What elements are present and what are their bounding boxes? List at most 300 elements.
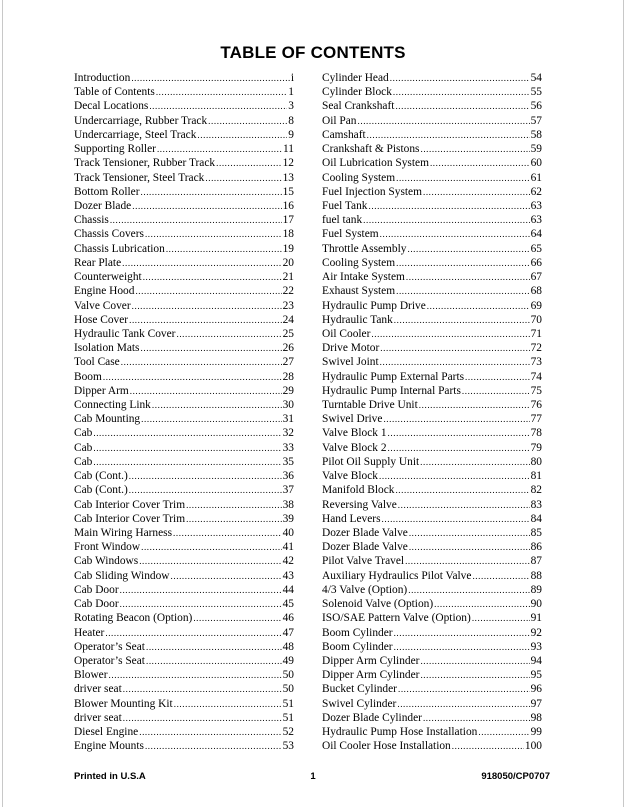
toc-entry[interactable]: [74, 284, 294, 298]
toc-entry-title: Pilot Oil Supply Unit: [322, 455, 420, 468]
toc-entry-page: 83: [530, 498, 542, 511]
toc-entry-title: Reversing Valve: [322, 498, 397, 511]
toc-entry-page: 62: [530, 185, 542, 198]
toc-leader-dots: [120, 597, 282, 611]
toc-entry-page: 49: [282, 654, 294, 667]
toc-entry[interactable]: [74, 469, 294, 483]
toc-entry[interactable]: [74, 668, 294, 682]
toc-entry-page: 43: [282, 569, 294, 582]
toc-entry[interactable]: [322, 554, 542, 568]
toc-entry-title: Cab Door: [74, 598, 119, 611]
toc-entry-page: 90: [530, 598, 542, 611]
toc-entry-title: Supporting Roller: [74, 143, 156, 156]
toc-entry-page: 81: [530, 470, 542, 483]
toc-entry-title: Oil Cooler: [322, 327, 371, 340]
toc-entry[interactable]: [74, 711, 294, 725]
toc-entry-title: Cab: [74, 441, 93, 454]
toc-entry[interactable]: [74, 611, 294, 625]
toc-entry-title: Boom Cylinder: [322, 640, 393, 653]
toc-entry[interactable]: [322, 512, 542, 526]
toc-leader-dots: [465, 370, 530, 384]
toc-entry-page: 95: [530, 669, 542, 682]
toc-entry[interactable]: [74, 725, 294, 739]
toc-entry-title: Cab Interior Cover Trim: [74, 512, 186, 525]
toc-leader-dots: [452, 739, 524, 753]
toc-leader-dots: [406, 270, 530, 284]
toc-entry-title: Blower: [74, 669, 108, 682]
toc-entry-page: 51: [282, 697, 294, 710]
toc-entry-title: Dozer Blade Valve: [322, 527, 408, 539]
toc-leader-dots: [420, 654, 529, 668]
toc-entry-page: 54: [530, 72, 542, 84]
toc-entry-page: 72: [530, 342, 542, 355]
toc-entry-page: 24: [282, 313, 294, 326]
toc-leader-dots: [393, 85, 530, 99]
toc-leader-dots: [197, 128, 287, 142]
toc-entry-title: Track Tensioner, Steel Track: [74, 171, 205, 184]
toc-entry-page: 78: [530, 427, 542, 440]
toc-entry-title: Cab Sliding Window: [74, 569, 170, 582]
toc-entry[interactable]: [74, 583, 294, 597]
toc-entry[interactable]: [74, 640, 294, 654]
toc-leader-dots: [173, 526, 282, 540]
toc-leader-dots: [93, 426, 281, 440]
toc-entry-title: Blower Mounting Kit: [74, 697, 173, 710]
toc-entry-page: 12: [282, 157, 294, 170]
toc-entry-page: 63: [530, 199, 542, 212]
toc-entry-page: 98: [530, 711, 542, 724]
toc-entry-title: Main Wiring Harness: [74, 527, 173, 539]
toc-entry[interactable]: [322, 711, 542, 725]
toc-entry[interactable]: [322, 99, 542, 113]
toc-entry[interactable]: [322, 227, 542, 241]
toc-entry[interactable]: [74, 171, 294, 185]
toc-leader-dots: [193, 611, 281, 625]
toc-entry[interactable]: [322, 71, 542, 85]
toc-entry-title: Track Tensioner, Rubber Track: [74, 157, 216, 170]
toc-entry[interactable]: [322, 242, 542, 256]
toc-entry-title: Undercarriage, Steel Track: [74, 128, 197, 141]
toc-entry[interactable]: [74, 142, 294, 156]
toc-entry[interactable]: [322, 640, 542, 654]
toc-leader-dots: [396, 171, 530, 185]
toc-entry[interactable]: [74, 313, 294, 327]
toc-entry-title: Counterweight: [74, 271, 142, 284]
toc-entry-title: Bottom Roller: [74, 185, 140, 198]
toc-entry-page: i: [290, 72, 294, 84]
toc-entry-page: 27: [282, 356, 294, 369]
toc-leader-dots: [123, 711, 282, 725]
toc-entry[interactable]: [74, 99, 294, 113]
toc-entry-title: Swivel Drive: [322, 413, 383, 426]
toc-entry[interactable]: [74, 540, 294, 554]
toc-entry-title: Cab: [74, 427, 93, 440]
toc-entry[interactable]: [74, 199, 294, 213]
toc-entry[interactable]: [74, 355, 294, 369]
toc-leader-dots: [462, 384, 530, 398]
toc-leader-dots: [146, 640, 282, 654]
toc-leader-dots: [420, 142, 529, 156]
toc-entry[interactable]: [322, 654, 542, 668]
toc-entry-title: Seal Crankshaft: [322, 100, 395, 113]
toc-entry-title: Hydraulic Tank: [322, 313, 393, 326]
toc-leader-dots: [395, 483, 529, 497]
toc-left-column: [74, 71, 294, 754]
toc-entry[interactable]: [74, 299, 294, 313]
toc-leader-dots: [120, 583, 282, 597]
toc-leader-dots: [141, 412, 281, 426]
toc-entry[interactable]: [322, 725, 542, 739]
toc-entry[interactable]: [74, 554, 294, 568]
toc-entry-title: Dipper Arm: [74, 384, 129, 397]
toc-entry-page: 52: [282, 726, 294, 739]
toc-entry[interactable]: [322, 213, 542, 227]
toc-entry[interactable]: [322, 370, 542, 384]
toc-leader-dots: [398, 682, 530, 696]
toc-entry[interactable]: [322, 171, 542, 185]
toc-entry-page: 58: [530, 128, 542, 141]
toc-entry[interactable]: [74, 156, 294, 170]
toc-entry[interactable]: [74, 384, 294, 398]
toc-leader-dots: [143, 270, 282, 284]
toc-entry[interactable]: [74, 270, 294, 284]
toc-entry[interactable]: [322, 355, 542, 369]
toc-entry-page: 21: [282, 271, 294, 284]
toc-entry-title: Swivel Cylinder: [322, 697, 397, 710]
toc-entry-title: Engine Hood: [74, 285, 135, 298]
toc-leader-dots: [145, 227, 282, 241]
toc-entry-page: 39: [282, 512, 294, 525]
toc-entry[interactable]: [322, 626, 542, 640]
toc-entry-title: ISO/SAE Pattern Valve (Option): [322, 612, 471, 625]
toc-entry[interactable]: [74, 213, 294, 227]
toc-entry-title: Hose Cover: [74, 313, 129, 326]
toc-entry[interactable]: [322, 597, 542, 611]
toc-entry-page: 84: [530, 512, 542, 525]
toc-entry[interactable]: [322, 739, 542, 753]
toc-entry[interactable]: [74, 626, 294, 640]
toc-entry[interactable]: [322, 426, 542, 440]
toc-entry-page: 75: [530, 384, 542, 397]
toc-entry[interactable]: [74, 412, 294, 426]
toc-entry-page: 59: [530, 143, 542, 156]
toc-leader-dots: [430, 156, 530, 170]
toc-entry-page: 100: [524, 740, 542, 753]
toc-leader-dots: [176, 327, 281, 341]
toc-entry-title: Camshaft: [322, 128, 366, 141]
toc-leader-dots: [367, 128, 530, 142]
toc-entry-page: 66: [530, 256, 542, 269]
toc-entry-page: 45: [282, 598, 294, 611]
toc-leader-dots: [409, 540, 530, 554]
toc-leader-dots: [110, 213, 282, 227]
toc-entry[interactable]: [322, 313, 542, 327]
toc-leader-dots: [394, 313, 530, 327]
toc-entry-page: 17: [282, 214, 294, 227]
toc-leader-dots: [382, 512, 530, 526]
toc-leader-dots: [420, 455, 529, 469]
toc-leader-dots: [122, 256, 281, 270]
toc-leader-dots: [129, 469, 282, 483]
toc-entry[interactable]: [322, 668, 542, 682]
toc-leader-dots: [379, 469, 530, 483]
toc-leader-dots: [423, 185, 530, 199]
toc-entry-page: 71: [530, 327, 542, 340]
toc-entry[interactable]: [322, 85, 542, 99]
toc-entry-title: Cab (Cont.): [74, 484, 128, 497]
toc-entry-title: Oil Cooler Hose Installation: [322, 740, 451, 753]
toc-entry-title: Hydraulic Pump External Parts: [322, 370, 465, 383]
toc-entry-title: 4/3 Valve (Option): [322, 583, 408, 596]
toc-entry-page: 56: [530, 100, 542, 113]
toc-entry[interactable]: [322, 412, 542, 426]
toc-entry-page: 9: [288, 128, 294, 141]
toc-leader-dots: [166, 242, 282, 256]
toc-leader-dots: [93, 441, 281, 455]
toc-leader-dots: [394, 626, 530, 640]
toc-entry-title: Oil Lubrication System: [322, 157, 429, 170]
toc-leader-dots: [156, 85, 287, 99]
toc-entry-title: Hydraulic Pump Hose Installation: [322, 726, 478, 739]
toc-leader-dots: [171, 569, 282, 583]
toc-entry-title: Cab Mounting: [74, 413, 141, 426]
toc-entry[interactable]: [322, 299, 542, 313]
toc-entry-title: Fuel System: [322, 228, 379, 241]
toc-entry-title: Introduction: [74, 72, 131, 84]
toc-entry[interactable]: [74, 654, 294, 668]
toc-entry[interactable]: [74, 114, 294, 128]
toc-leader-dots: [130, 384, 282, 398]
toc-entry-title: Connecting Link: [74, 399, 151, 412]
toc-leader-dots: [141, 341, 282, 355]
toc-entry[interactable]: [322, 341, 542, 355]
toc-entry-page: 70: [530, 313, 542, 326]
toc-entry[interactable]: [74, 483, 294, 497]
toc-leader-dots: [380, 355, 530, 369]
toc-leader-dots: [146, 654, 282, 668]
toc-leader-dots: [186, 498, 282, 512]
toc-leader-dots: [380, 227, 530, 241]
toc-entry-page: 13: [282, 171, 294, 184]
toc-entry-title: Boom: [74, 370, 102, 383]
toc-entry[interactable]: [322, 142, 542, 156]
toc-entry[interactable]: [74, 682, 294, 696]
toc-entry[interactable]: [74, 512, 294, 526]
toc-entry[interactable]: [322, 270, 542, 284]
toc-entry[interactable]: [322, 256, 542, 270]
toc-entry-title: driver seat: [74, 683, 122, 696]
toc-entry-page: 47: [282, 626, 294, 639]
toc-entry[interactable]: [74, 327, 294, 341]
toc-entry-title: Chassis Lubrication: [74, 242, 165, 255]
toc-entry-title: Cab: [74, 455, 93, 468]
toc-leader-dots: [478, 725, 529, 739]
toc-entry-title: Cab Windows: [74, 555, 139, 568]
toc-leader-dots: [472, 611, 530, 625]
toc-entry-title: Hydraulic Pump Drive: [322, 299, 426, 312]
toc-leader-dots: [139, 554, 281, 568]
toc-entry-title: Dipper Arm Cylinder: [322, 669, 420, 682]
toc-entry-title: Valve Cover: [74, 299, 131, 312]
toc-entry-page: 40: [282, 527, 294, 539]
page-title: TABLE OF CONTENTS: [220, 43, 406, 62]
toc-entry-page: 50: [282, 683, 294, 696]
toc-entry-page: 55: [530, 86, 542, 99]
toc-entry-title: Diesel Engine: [74, 726, 139, 739]
toc-entry-title: Tool Case: [74, 356, 120, 369]
toc-entry[interactable]: [74, 128, 294, 142]
toc-entry[interactable]: [74, 455, 294, 469]
toc-entry-page: 60: [530, 157, 542, 170]
toc-entry-page: 42: [282, 555, 294, 568]
toc-entry-title: Undercarriage, Rubber Track: [74, 114, 208, 127]
toc-entry[interactable]: [322, 199, 542, 213]
toc-entry-title: Cab Door: [74, 583, 119, 596]
toc-entry[interactable]: [74, 426, 294, 440]
toc-entry-title: Fuel Injection System: [322, 185, 422, 198]
toc-entry[interactable]: [74, 441, 294, 455]
toc-entry[interactable]: [322, 384, 542, 398]
toc-leader-dots: [123, 682, 282, 696]
toc-leader-dots: [149, 99, 287, 113]
toc-leader-dots: [388, 426, 530, 440]
toc-entry[interactable]: [322, 611, 542, 625]
toc-entry-title: Crankshaft & Pistons: [322, 143, 420, 156]
toc-entry-title: Rotating Beacon (Option): [74, 612, 193, 625]
toc-entry-title: Dozer Blade Valve: [322, 541, 408, 554]
toc-entry-title: Cab Interior Cover Trim: [74, 498, 186, 511]
toc-entry[interactable]: [74, 597, 294, 611]
toc-entry-title: Hand Levers: [322, 512, 381, 525]
toc-entry-page: 31: [282, 413, 294, 426]
toc-entry-title: Hydraulic Tank Cover: [74, 327, 176, 340]
toc-entry[interactable]: [322, 284, 542, 298]
toc-entry[interactable]: [322, 327, 542, 341]
footer-printed: Printed in U.S.A: [74, 771, 146, 782]
toc-entry-title: Cylinder Block: [322, 86, 392, 99]
toc-entry-title: Heater: [74, 626, 105, 639]
toc-leader-dots: [398, 498, 530, 512]
toc-leader-dots: [132, 199, 281, 213]
toc-entry[interactable]: [74, 71, 294, 85]
footer-doc-code: 918050/CP0707: [481, 771, 550, 782]
toc-entry[interactable]: [322, 526, 542, 540]
toc-entry[interactable]: [322, 498, 542, 512]
toc-entry[interactable]: [322, 682, 542, 696]
toc-entry[interactable]: [74, 341, 294, 355]
toc-entry-title: Cooling System: [322, 171, 396, 184]
toc-entry[interactable]: [74, 85, 294, 99]
toc-entry[interactable]: [322, 185, 542, 199]
toc-entry-page: 44: [282, 583, 294, 596]
toc-entry-page: 30: [282, 399, 294, 412]
toc-entry-page: 77: [530, 413, 542, 426]
toc-entry-page: 85: [530, 527, 542, 539]
toc-entry[interactable]: [74, 498, 294, 512]
toc-entry-page: 65: [530, 242, 542, 255]
toc-entry[interactable]: [322, 455, 542, 469]
toc-leader-dots: [109, 668, 282, 682]
toc-entry-page: 67: [530, 271, 542, 284]
toc-leader-dots: [358, 114, 530, 128]
toc-entry-page: 25: [282, 327, 294, 340]
toc-entry[interactable]: [74, 398, 294, 412]
toc-leader-dots: [186, 512, 282, 526]
toc-entry-title: Swivel Joint: [322, 356, 379, 369]
toc-entry[interactable]: [322, 441, 542, 455]
toc-entry[interactable]: [74, 697, 294, 711]
toc-entry[interactable]: [322, 540, 542, 554]
toc-entry-page: 91: [530, 612, 542, 625]
toc-leader-dots: [383, 412, 529, 426]
toc-entry[interactable]: [74, 242, 294, 256]
toc-leader-dots: [388, 441, 530, 455]
toc-leader-dots: [139, 725, 281, 739]
toc-entry-title: Engine Mounts: [74, 740, 144, 753]
toc-entry[interactable]: [322, 469, 542, 483]
toc-leader-dots: [380, 341, 529, 355]
toc-entry[interactable]: [74, 739, 294, 753]
toc-entry-page: 97: [530, 697, 542, 710]
toc-entry-title: fuel tank: [322, 214, 363, 227]
toc-entry[interactable]: [74, 370, 294, 384]
toc-entry-page: 51: [282, 711, 294, 724]
toc-leader-dots: [434, 597, 529, 611]
toc-entry[interactable]: [322, 156, 542, 170]
page-edge-right: [623, 0, 624, 807]
toc-entry[interactable]: [322, 398, 542, 412]
toc-entry-page: 50: [282, 669, 294, 682]
toc-entry-title: Dozer Blade: [74, 199, 132, 212]
toc-entry[interactable]: [74, 256, 294, 270]
toc-entry[interactable]: [322, 697, 542, 711]
toc-entry-page: 16: [282, 199, 294, 212]
toc-leader-dots: [174, 697, 282, 711]
toc-entry-page: 86: [530, 541, 542, 554]
toc-leader-dots: [408, 583, 529, 597]
toc-entry[interactable]: [74, 227, 294, 241]
toc-leader-dots: [132, 299, 282, 313]
toc-entry-page: 61: [530, 171, 542, 184]
toc-leader-dots: [420, 668, 529, 682]
toc-entry-title: Rear Plate: [74, 256, 122, 269]
toc-entry-page: 57: [530, 114, 542, 127]
toc-leader-dots: [407, 242, 529, 256]
toc-entry-page: 46: [282, 612, 294, 625]
toc-entry[interactable]: [322, 483, 542, 497]
toc-entry[interactable]: [322, 583, 542, 597]
toc-entry-page: 33: [282, 441, 294, 454]
toc-leader-dots: [369, 199, 530, 213]
toc-leader-dots: [157, 142, 282, 156]
toc-entry[interactable]: [74, 185, 294, 199]
toc-entry-title: Decal Locations: [74, 100, 149, 113]
toc-leader-dots: [409, 526, 530, 540]
toc-entry-page: 76: [530, 399, 542, 412]
toc-entry[interactable]: [74, 526, 294, 540]
toc-leader-dots: [103, 370, 282, 384]
toc-leader-dots: [216, 156, 281, 170]
toc-entry-page: 8: [288, 114, 294, 127]
toc-leader-dots: [141, 540, 282, 554]
toc-entry-page: 48: [282, 640, 294, 653]
toc-entry[interactable]: [322, 114, 542, 128]
toc-entry[interactable]: [74, 569, 294, 583]
toc-entry-page: 82: [530, 484, 542, 497]
toc-right-column: [322, 71, 542, 754]
toc-entry[interactable]: [322, 128, 542, 142]
toc-entry[interactable]: [322, 569, 542, 583]
